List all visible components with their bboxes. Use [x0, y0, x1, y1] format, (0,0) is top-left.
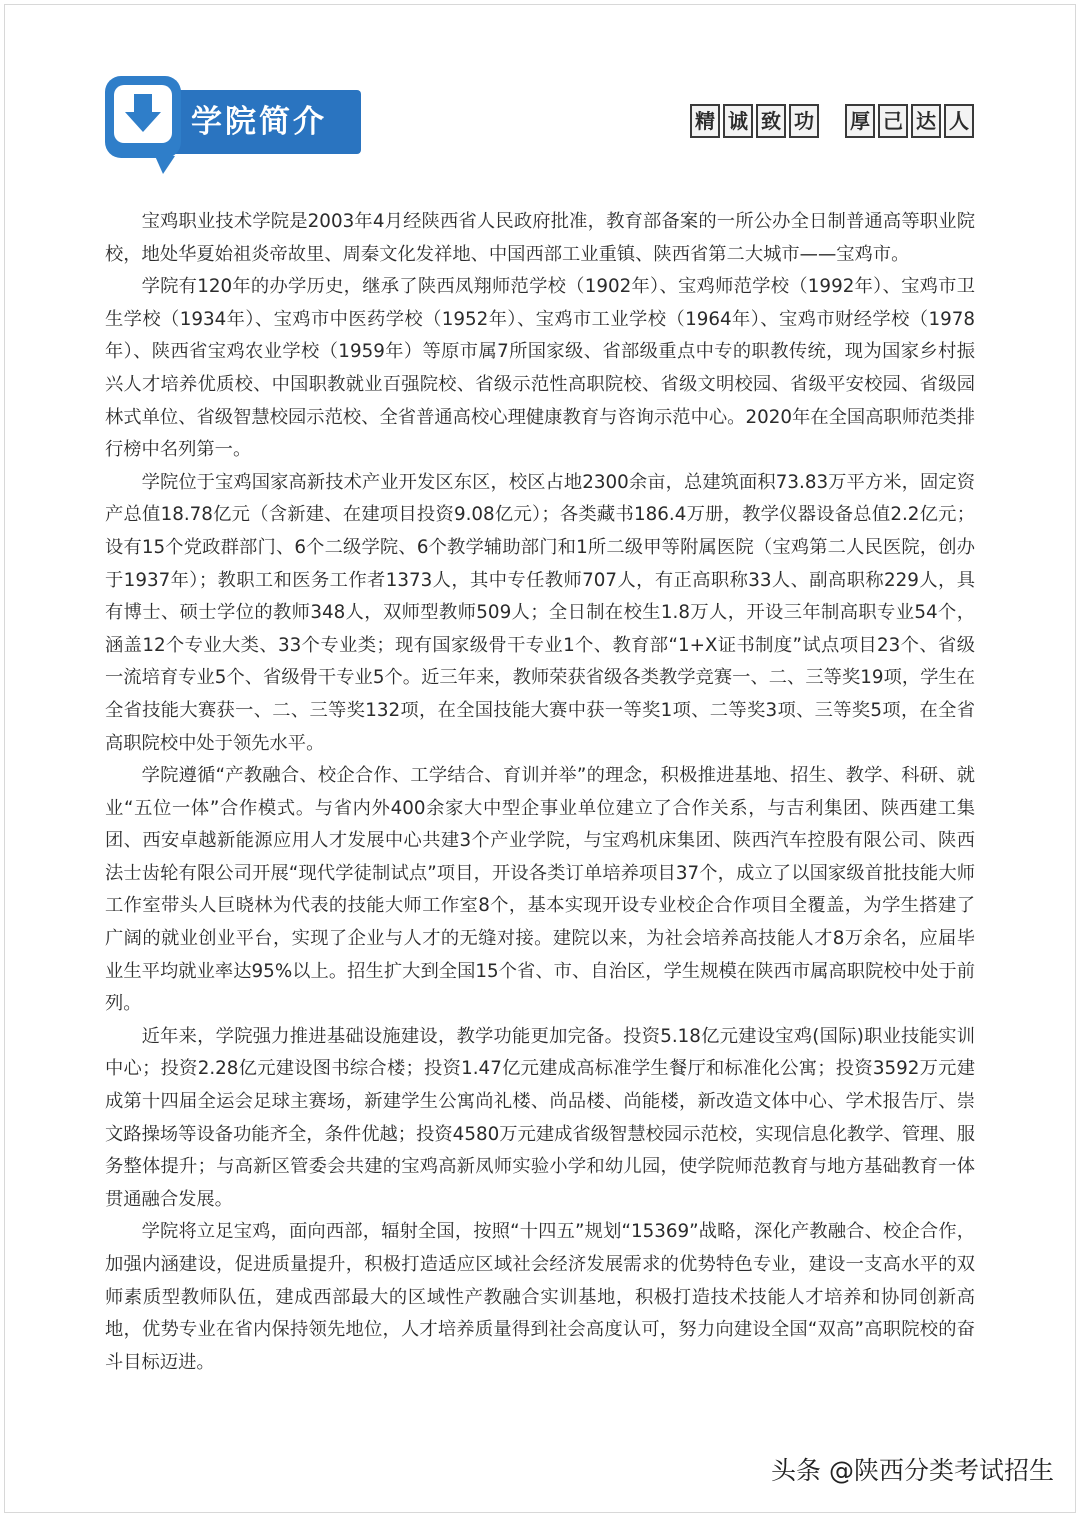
badge-tail [155, 156, 175, 174]
motto-char: 己 [878, 104, 908, 138]
motto-char: 诚 [723, 104, 753, 138]
motto-char: 功 [789, 104, 819, 138]
motto-group-1 [690, 104, 819, 138]
motto-char: 厚 [845, 104, 875, 138]
motto-char: 达 [911, 104, 941, 138]
paragraph-infrastructure: 近年来，学院强力推进基础设施建设，教学功能更加完备。投资5.18亿元建设宝鸡(国际)职业技能实训中心；投资2.28亿元建设图书综合楼；投资1.47亿元建成高标准学生餐厅和标准化公寓；投资3592万元建成第十四届全运会足球主赛场，新建学生公寓尚礼楼、尚品楼、尚能楼，新改造文体中心、学术报告厅、崇文路操场等设备功能齐全，条件优越；投资4580万元建成省级智慧校园示范校，实现信息化教学、管理、服务整体提升；与高新区管委会共建的宝鸡高新凤师实验小学和幼儿园，使学院师范教育与地方基础教育一体贯通融合发展。 [105, 1025, 975, 1210]
article-body [105, 206, 975, 1379]
paragraph-cooperation: 学院遵循“产教融合、校企合作、工学结合、育训并举”的理念，积极推进基地、招生、教学、科研、就业“五位一体”合作模式。与省内外400余家大中型企事业单位建立了合作关系，与吉利集团、陕西建工集团、西安卓越新能源应用人才发展中心共建3个产业学院，与宝鸡机床集团、陕西汽车控股有限公司、陕西法士齿轮有限公司开展“现代学徒制试点”项目，开设各类订单培养项目37个，成立了以国家级首批技能大师工作室带头人巨晓林为代表的技能大师工作室8个，基本实现开设专业校企合作项目全覆盖，为学生搭建了广阔的就业创业平台，实现了企业与人才的无缝对接。建院以来，为社会培养高技能人才8万余名，应届毕业生平均就业率达95%以上。招生扩大到全国15个省、市、自治区，学生规模在陕西市属高职院校中处于前列。 [105, 765, 975, 1015]
motto-char: 人 [944, 104, 974, 138]
motto-char: 致 [756, 104, 786, 138]
paragraph-goals: 学院将立足宝鸡，面向西部，辐射全国，按照“十四五”规划“15369”战略，深化产教融合、校企合作，加强内涵建设，促进质量提升，积极打造适应区域社会经济发展需求的优势特色专业，建设一支高水平的双师素质型教师队伍，建成西部最大的区域性产教融合实训基地，积极打造技术技能人才培养和协同创新高地，优势专业在省内保持领先地位，人才培养质量得到社会高度认可，努力向建设全国“双高”高职院校的奋斗目标迈进。 [105, 1221, 975, 1373]
motto-group-2 [845, 104, 974, 138]
section-badge [105, 76, 361, 176]
paragraph-intro: 宝鸡职业技术学院是2003年4月经陕西省人民政府批准，教育部备案的一所公办全日制普通高等职业院校，地处华夏始祖炎帝故里、周秦文化发祥地、中国西部工业重镇、陕西省第二大城市——宝鸡市。 [105, 211, 975, 265]
motto [690, 104, 974, 138]
arrow-down-icon [123, 92, 163, 136]
badge-icon-inner [114, 85, 172, 143]
source-watermark: 头条 @陕西分类考试招生 [771, 1456, 1054, 1485]
badge-icon-box [105, 76, 181, 158]
paragraph-history: 学院有120年的办学历史，继承了陕西凤翔师范学校（1902年）、宝鸡师范学校（1992年）、宝鸡市卫生学校（1934年）、宝鸡市中医药学校（1952年）、宝鸡市工业学校（1964年）、宝鸡市财经学校（1978年）、陕西省宝鸡农业学校（1959年）等原市属7所国家级、省部级重点中专的职教传统，现为国家乡村振兴人才培养优质校、中国职教就业百强院校、省级示范性高职院校、省级文明校园、省级平安校园、省级园林式单位、省级智慧校园示范校、全省普通高校心理健康教育与咨询示范中心。2020年在全国高职师范类排行榜中名列第一。 [105, 276, 975, 461]
motto-char: 精 [690, 104, 720, 138]
page-title: 学院简介 [191, 104, 327, 140]
paragraph-campus: 学院位于宝鸡国家高新技术产业开发区东区，校区占地2300余亩，总建筑面积73.83万平方米，固定资产总值18.78亿元（含新建、在建项目投资9.08亿元）；各类藏书186.4万册，教学仪器设备总值2.2亿元；设有15个党政群部门、6个二级学院、6个教学辅助部门和1所二级甲等附属医院（宝鸡第二人民医院，创办于1937年）；教职工和医务工作者1373人，其中专任教师707人，有正高职称33人、副高职称229人，具有博士、硕士学位的教师348人，双师型教师509人；全日制在校生1.8万人，开设三年制高职专业54个，涵盖12个专业大类、33个专业类；现有国家级骨干专业1个、教育部“1+X证书制度”试点项目23个、省级一流培育专业5个、省级骨干专业5个。近三年来，教师荣获省级各类教学竞赛一、二、三等奖19项，学生在全省技能大赛获一、二、三等奖132项，在全国技能大赛中获一等奖1项、二等奖3项、三等奖5项，在全省高职院校中处于领先水平。 [105, 471, 975, 754]
